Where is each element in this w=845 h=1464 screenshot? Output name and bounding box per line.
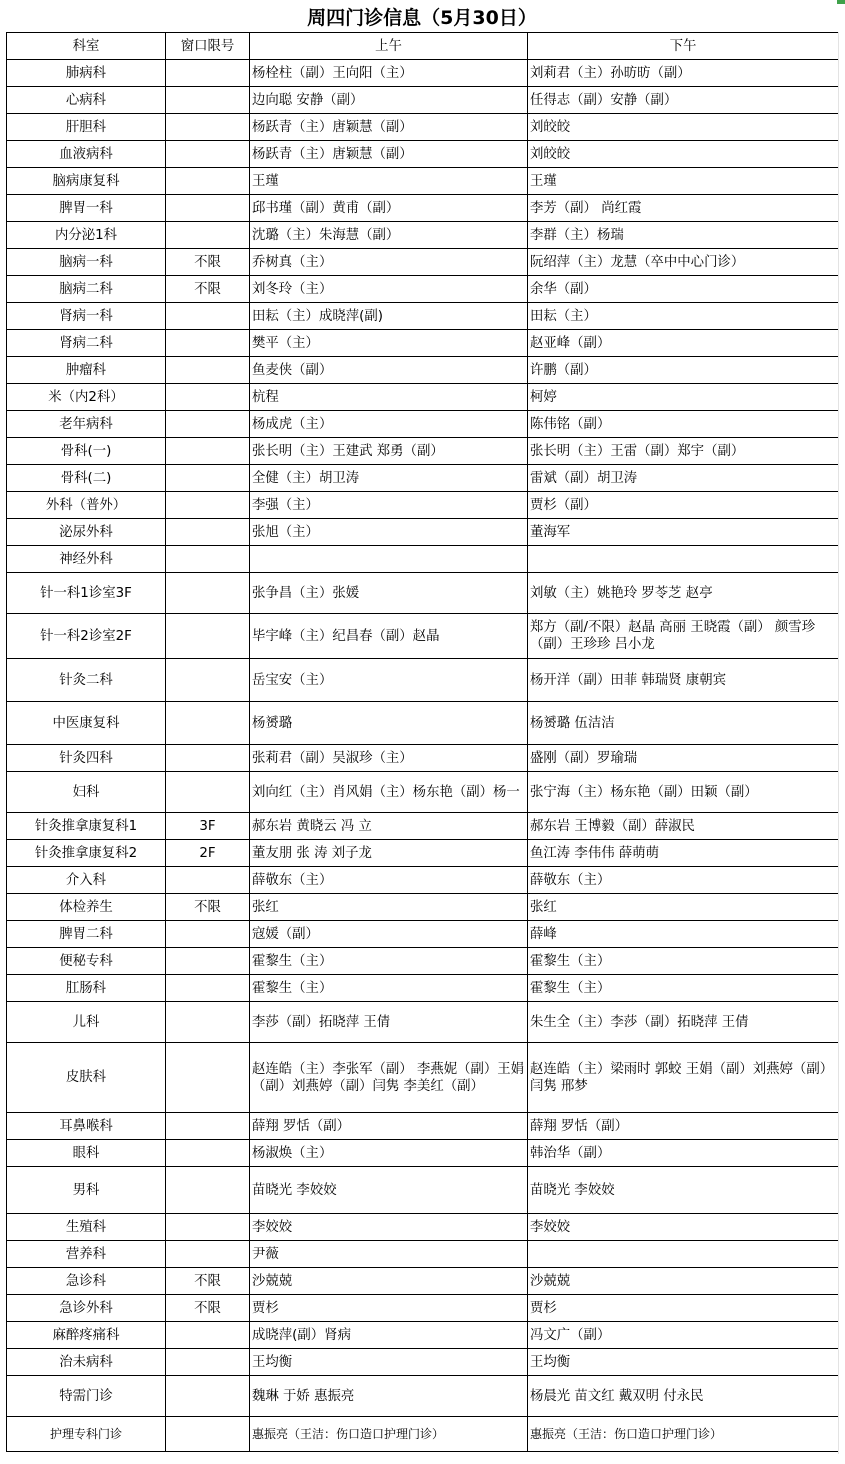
window-cell <box>166 1241 250 1268</box>
pm-cell: 阮绍萍（主）龙慧（卒中中心门诊） <box>528 249 839 276</box>
pm-cell: 鱼江涛 李伟伟 薛萌萌 <box>528 840 839 867</box>
table-row <box>7 141 839 168</box>
table-row <box>7 894 839 921</box>
dept-cell: 介入科 <box>7 867 166 894</box>
window-cell <box>166 1043 250 1113</box>
am-cell: 鱼麦侠（副） <box>250 357 528 384</box>
am-cell: 霍黎生（主） <box>250 975 528 1002</box>
table-row <box>7 303 839 330</box>
pm-cell: 王均衡 <box>528 1349 839 1376</box>
pm-cell: 刘敏（主）姚艳玲 罗苓芝 赵亭 <box>528 573 839 614</box>
dept-cell: 中医康复科 <box>7 702 166 745</box>
dept-cell: 男科 <box>7 1167 166 1214</box>
am-cell: 苗晓光 李姣姣 <box>250 1167 528 1214</box>
am-cell: 边向聪 安静（副） <box>250 87 528 114</box>
am-cell: 樊平（主） <box>250 330 528 357</box>
table-row <box>7 840 839 867</box>
window-cell <box>166 384 250 411</box>
table-row <box>7 519 839 546</box>
am-cell: 寇媛（副） <box>250 921 528 948</box>
table-row <box>7 1268 839 1295</box>
table-row <box>7 745 839 772</box>
am-cell: 岳宝安（主） <box>250 659 528 702</box>
table-row <box>7 1376 839 1417</box>
dept-cell: 外科（普外） <box>7 492 166 519</box>
window-cell <box>166 411 250 438</box>
table-row <box>7 438 839 465</box>
window-cell <box>166 195 250 222</box>
table-row <box>7 921 839 948</box>
window-cell <box>166 948 250 975</box>
pm-cell: 朱生全（主）李莎（副）拓晓萍 王倩 <box>528 1002 839 1043</box>
am-cell: 董友朋 张 涛 刘子龙 <box>250 840 528 867</box>
window-cell <box>166 141 250 168</box>
pm-cell: 雷斌（副）胡卫涛 <box>528 465 839 492</box>
dept-cell: 骨科(二) <box>7 465 166 492</box>
pm-cell: 余华（副） <box>528 276 839 303</box>
dept-cell: 针一科1诊室3F <box>7 573 166 614</box>
window-cell <box>166 60 250 87</box>
window-cell: 不限 <box>166 1268 250 1295</box>
pm-cell: 杨赟璐 伍洁洁 <box>528 702 839 745</box>
table-row <box>7 465 839 492</box>
window-cell <box>166 222 250 249</box>
am-cell: 杨跃青（主）唐颖慧（副） <box>250 141 528 168</box>
am-cell <box>250 546 528 573</box>
table-row <box>7 1417 839 1452</box>
dept-cell: 血液病科 <box>7 141 166 168</box>
dept-cell: 脑病康复科 <box>7 168 166 195</box>
table-row <box>7 249 839 276</box>
window-cell <box>166 772 250 813</box>
table-row <box>7 1113 839 1140</box>
pm-cell: 薛翔 罗恬（副） <box>528 1113 839 1140</box>
table-row <box>7 411 839 438</box>
schedule-body <box>7 60 839 1452</box>
pm-cell: 张宁海（主）杨东艳（副）田颖（副） <box>528 772 839 813</box>
am-cell: 薛敬东（主） <box>250 867 528 894</box>
dept-cell: 麻醉疼痛科 <box>7 1322 166 1349</box>
table-row <box>7 813 839 840</box>
table-row <box>7 659 839 702</box>
am-cell: 沙兢兢 <box>250 1268 528 1295</box>
dept-cell: 儿科 <box>7 1002 166 1043</box>
am-cell: 杭程 <box>250 384 528 411</box>
dept-cell: 内分泌1科 <box>7 222 166 249</box>
am-cell: 全健（主）胡卫涛 <box>250 465 528 492</box>
dept-cell: 体检养生 <box>7 894 166 921</box>
am-cell: 杨跃青（主）唐颖慧（副） <box>250 114 528 141</box>
am-cell: 李姣姣 <box>250 1214 528 1241</box>
pm-cell: 贾杉（副） <box>528 492 839 519</box>
dept-cell: 急诊外科 <box>7 1295 166 1322</box>
table-row <box>7 702 839 745</box>
am-cell: 魏琳 于娇 惠振亮 <box>250 1376 528 1417</box>
am-cell: 乔树真（主） <box>250 249 528 276</box>
header-pm: 下午 <box>528 33 839 60</box>
window-cell: 3F <box>166 813 250 840</box>
table-row <box>7 1241 839 1268</box>
window-cell <box>166 492 250 519</box>
pm-cell <box>528 1241 839 1268</box>
window-cell: 2F <box>166 840 250 867</box>
pm-cell: 杨晨光 苗文红 戴双明 付永民 <box>528 1376 839 1417</box>
window-cell: 不限 <box>166 276 250 303</box>
am-cell: 田耘（主）成晓萍(副) <box>250 303 528 330</box>
am-cell: 薛翔 罗恬（副） <box>250 1113 528 1140</box>
window-cell <box>166 1322 250 1349</box>
dept-cell: 营养科 <box>7 1241 166 1268</box>
dept-cell: 泌尿外科 <box>7 519 166 546</box>
window-cell <box>166 330 250 357</box>
window-cell <box>166 519 250 546</box>
dept-cell: 治未病科 <box>7 1349 166 1376</box>
window-cell <box>166 1214 250 1241</box>
am-cell: 李莎（副）拓晓萍 王倩 <box>250 1002 528 1043</box>
pm-cell: 赵连皓（主）梁雨时 郭蛟 王娟（副）刘燕婷（副）闫隽 邢梦 <box>528 1043 839 1113</box>
pm-cell: 韩治华（副） <box>528 1140 839 1167</box>
table-row <box>7 222 839 249</box>
header-dept: 科室 <box>7 33 166 60</box>
dept-cell: 针一科2诊室2F <box>7 614 166 659</box>
window-cell: 不限 <box>166 1295 250 1322</box>
window-cell <box>166 87 250 114</box>
table-row <box>7 1002 839 1043</box>
table-row <box>7 60 839 87</box>
table-row <box>7 1322 839 1349</box>
table-row <box>7 1167 839 1214</box>
table-row <box>7 384 839 411</box>
dept-cell: 脑病二科 <box>7 276 166 303</box>
am-cell: 杨淑焕（主） <box>250 1140 528 1167</box>
window-cell <box>166 168 250 195</box>
header-row <box>7 33 839 60</box>
dept-cell: 皮肤科 <box>7 1043 166 1113</box>
table-row <box>7 1295 839 1322</box>
am-cell: 王瑾 <box>250 168 528 195</box>
window-cell <box>166 1140 250 1167</box>
window-cell <box>166 546 250 573</box>
pm-cell: 沙兢兢 <box>528 1268 839 1295</box>
window-cell: 不限 <box>166 894 250 921</box>
window-cell <box>166 702 250 745</box>
window-cell <box>166 1002 250 1043</box>
sheet-gridline <box>838 32 839 1454</box>
table-row <box>7 330 839 357</box>
page-title: 周四门诊信息（5月30日） <box>307 7 537 29</box>
window-cell <box>166 1113 250 1140</box>
window-cell <box>166 745 250 772</box>
table-row <box>7 87 839 114</box>
dept-cell: 脑病一科 <box>7 249 166 276</box>
am-cell: 赵连皓（主）李张军（副） 李燕妮（副）王娟（副）刘燕婷（副）闫隽 李美红（副） <box>250 1043 528 1113</box>
corner-mark <box>837 0 845 4</box>
window-cell <box>166 659 250 702</box>
dept-cell: 针灸推拿康复科2 <box>7 840 166 867</box>
pm-cell: 张红 <box>528 894 839 921</box>
dept-cell: 神经外科 <box>7 546 166 573</box>
window-cell <box>166 1167 250 1214</box>
pm-cell: 霍黎生（主） <box>528 948 839 975</box>
am-cell: 霍黎生（主） <box>250 948 528 975</box>
am-cell: 贾杉 <box>250 1295 528 1322</box>
table-row <box>7 546 839 573</box>
dept-cell: 针灸二科 <box>7 659 166 702</box>
dept-cell: 针灸推拿康复科1 <box>7 813 166 840</box>
dept-cell: 便秘专科 <box>7 948 166 975</box>
window-cell <box>166 614 250 659</box>
window-cell <box>166 303 250 330</box>
am-cell: 张长明（主）王建武 郑勇（副） <box>250 438 528 465</box>
table-row <box>7 614 839 659</box>
am-cell: 杨成虎（主） <box>250 411 528 438</box>
table-row <box>7 1043 839 1113</box>
table-row <box>7 1214 839 1241</box>
pm-cell: 柯婷 <box>528 384 839 411</box>
table-row <box>7 492 839 519</box>
am-cell: 毕宇峰（主）纪昌春（副）赵晶 <box>250 614 528 659</box>
table-row <box>7 1349 839 1376</box>
window-cell <box>166 573 250 614</box>
pm-cell: 赵亚峰（副） <box>528 330 839 357</box>
am-cell: 杨赟璐 <box>250 702 528 745</box>
dept-cell: 脾胃二科 <box>7 921 166 948</box>
pm-cell: 任得志（副）安静（副） <box>528 87 839 114</box>
pm-cell: 郝东岩 王博毅（副）薛淑民 <box>528 813 839 840</box>
window-cell <box>166 465 250 492</box>
table-row <box>7 195 839 222</box>
am-cell: 沈璐（主）朱海慧（副） <box>250 222 528 249</box>
am-cell: 郝东岩 黄晓云 冯 立 <box>250 813 528 840</box>
window-cell <box>166 1349 250 1376</box>
pm-cell: 陈伟铭（副） <box>528 411 839 438</box>
pm-cell: 刘皎皎 <box>528 141 839 168</box>
pm-cell: 李芳（副） 尚红霞 <box>528 195 839 222</box>
pm-cell: 冯文广（副） <box>528 1322 839 1349</box>
pm-cell: 张长明（主）王雷（副）郑宇（副） <box>528 438 839 465</box>
window-cell <box>166 867 250 894</box>
dept-cell: 急诊科 <box>7 1268 166 1295</box>
am-cell: 张旭（主） <box>250 519 528 546</box>
pm-cell: 董海军 <box>528 519 839 546</box>
am-cell: 张莉君（副）吴淑珍（主） <box>250 745 528 772</box>
am-cell: 李强（主） <box>250 492 528 519</box>
window-cell <box>166 114 250 141</box>
pm-cell: 李姣姣 <box>528 1214 839 1241</box>
window-cell <box>166 1376 250 1417</box>
am-cell: 惠振亮（王洁：伤口造口护理门诊） <box>250 1417 528 1452</box>
pm-cell: 霍黎生（主） <box>528 975 839 1002</box>
pm-cell <box>528 546 839 573</box>
dept-cell: 肾病一科 <box>7 303 166 330</box>
table-row <box>7 948 839 975</box>
dept-cell: 护理专科门诊 <box>7 1417 166 1452</box>
pm-cell: 刘皎皎 <box>528 114 839 141</box>
window-cell <box>166 438 250 465</box>
dept-cell: 肺病科 <box>7 60 166 87</box>
dept-cell: 特需门诊 <box>7 1376 166 1417</box>
dept-cell: 脾胃一科 <box>7 195 166 222</box>
am-cell: 尹薇 <box>250 1241 528 1268</box>
pm-cell: 薛敬东（主） <box>528 867 839 894</box>
pm-cell: 惠振亮（王洁：伤口造口护理门诊） <box>528 1417 839 1452</box>
dept-cell: 肛肠科 <box>7 975 166 1002</box>
am-cell: 张争昌（主）张媛 <box>250 573 528 614</box>
window-cell <box>166 357 250 384</box>
dept-cell: 老年病科 <box>7 411 166 438</box>
schedule-table <box>6 32 839 1452</box>
table-row <box>7 867 839 894</box>
window-cell <box>166 921 250 948</box>
window-cell: 不限 <box>166 249 250 276</box>
am-cell: 刘冬玲（主） <box>250 276 528 303</box>
window-cell <box>166 1417 250 1452</box>
dept-cell: 生殖科 <box>7 1214 166 1241</box>
dept-cell: 耳鼻喉科 <box>7 1113 166 1140</box>
am-cell: 杨栓柱（副）王向阳（主） <box>250 60 528 87</box>
dept-cell: 肿瘤科 <box>7 357 166 384</box>
table-row <box>7 1140 839 1167</box>
table-row <box>7 975 839 1002</box>
header-window: 窗口限号 <box>166 33 250 60</box>
am-cell: 张红 <box>250 894 528 921</box>
pm-cell: 刘莉君（主）孙昉昉（副） <box>528 60 839 87</box>
dept-cell: 肾病二科 <box>7 330 166 357</box>
pm-cell: 李群（主）杨瑞 <box>528 222 839 249</box>
am-cell: 成晓萍(副）肾病 <box>250 1322 528 1349</box>
am-cell: 王均衡 <box>250 1349 528 1376</box>
window-cell <box>166 975 250 1002</box>
dept-cell: 心病科 <box>7 87 166 114</box>
dept-cell: 骨科(一) <box>7 438 166 465</box>
dept-cell: 米（内2科） <box>7 384 166 411</box>
pm-cell: 薛峰 <box>528 921 839 948</box>
pm-cell: 杨开洋（副）田菲 韩瑞贤 康朝宾 <box>528 659 839 702</box>
table-row <box>7 168 839 195</box>
table-row <box>7 357 839 384</box>
pm-cell: 郑方（副/不限）赵晶 高丽 王晓霞（副） 颜雪珍（副）王珍珍 吕小龙 <box>528 614 839 659</box>
dept-cell: 针灸四科 <box>7 745 166 772</box>
table-row <box>7 114 839 141</box>
table-row <box>7 772 839 813</box>
pm-cell: 许鹏（副） <box>528 357 839 384</box>
dept-cell: 妇科 <box>7 772 166 813</box>
dept-cell: 肝胆科 <box>7 114 166 141</box>
table-row <box>7 276 839 303</box>
pm-cell: 苗晓光 李姣姣 <box>528 1167 839 1214</box>
dept-cell: 眼科 <box>7 1140 166 1167</box>
table-row <box>7 573 839 614</box>
am-cell: 刘向红（主）肖风娟（主）杨东艳（副）杨一 <box>250 772 528 813</box>
pm-cell: 王瑾 <box>528 168 839 195</box>
pm-cell: 盛刚（副）罗瑜瑞 <box>528 745 839 772</box>
pm-cell: 田耘（主） <box>528 303 839 330</box>
pm-cell: 贾杉 <box>528 1295 839 1322</box>
header-am: 上午 <box>250 33 528 60</box>
am-cell: 邱书瑾（副）黄甫（副） <box>250 195 528 222</box>
